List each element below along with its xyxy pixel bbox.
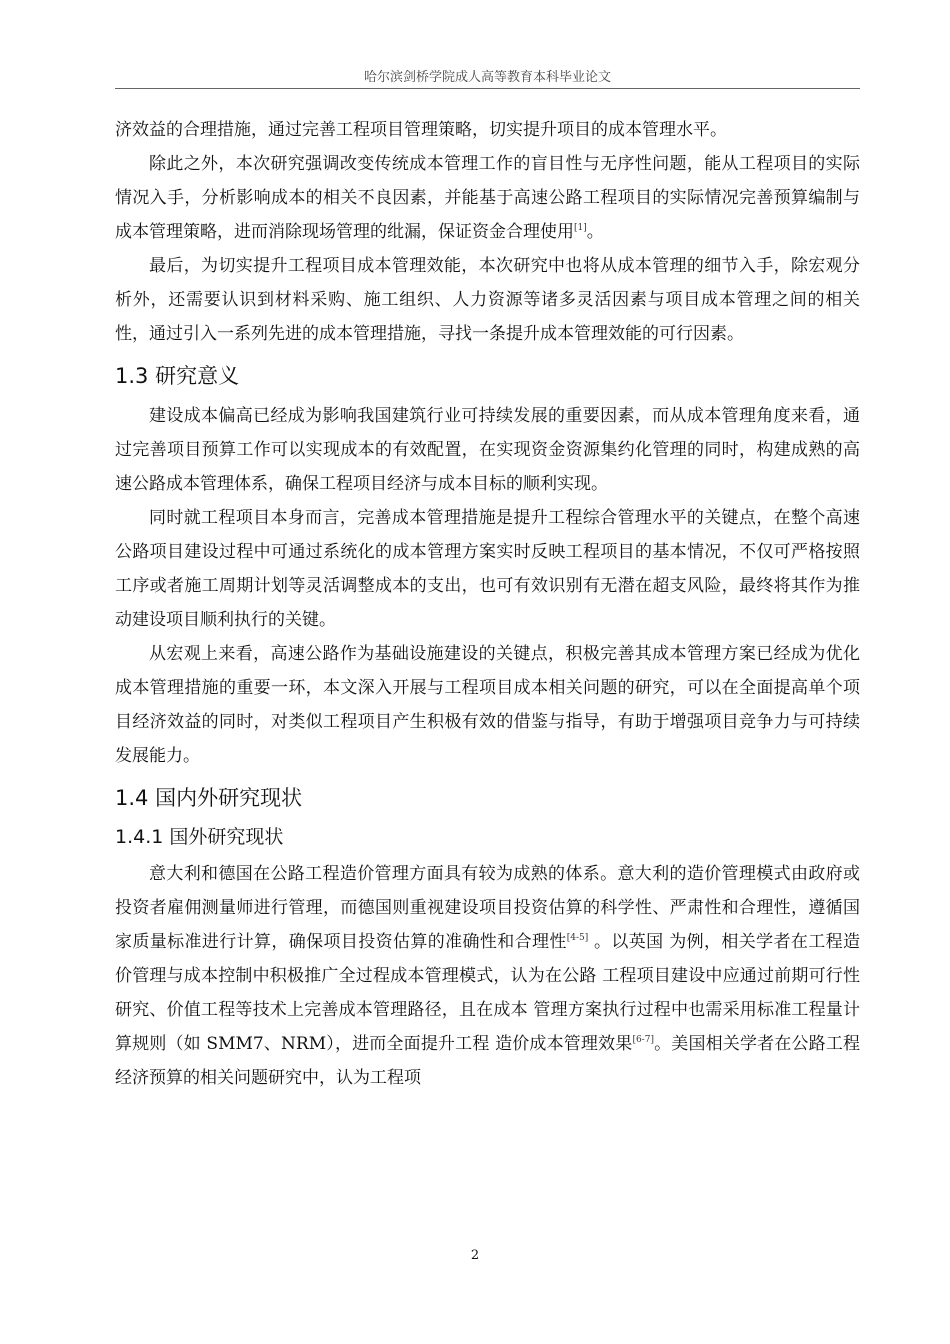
paragraph-text: 除此之外，本次研究强调改变传统成本管理工作的盲目性与无序性问题，能从工程项目的实际情况入手，分析影响成本的相关不良因素，并能基于高速公路工程项目的实际情况完善预算编制与成本管理策略，进而消除现场管理的纰漏，保证资金合理使用 bbox=[115, 154, 860, 242]
page-number: 2 bbox=[470, 1248, 480, 1263]
paragraph-text: 。 bbox=[586, 222, 604, 242]
citation-ref: [4-5] bbox=[566, 933, 589, 943]
paragraph: 建设成本偏高已经成为影响我国建筑行业可持续发展的重要因素，而从成本管理角度来看，通过完善项目预算工作可以实现成本的有效配置，在实现资金资源集约化管理的同时，构建成熟的高速公路成本管理体系，确保工程项目经济与成本目标的顺利实现。 bbox=[115, 406, 860, 494]
citation-ref: [6-7] bbox=[632, 1035, 654, 1045]
section-heading: 1.4 国内外研究现状 bbox=[115, 786, 303, 810]
page-body bbox=[115, 113, 860, 1095]
paragraph-text: 。以英国 为例，相关学者在工程造价管理与成本控制中积极推广全过程成本管理模式，认为在公路 工程项目建设中应通过前期可行性研究、价值工程等技术上完善成本管理路径，且在成本 管理方案执行过程中也需采用标准工程量计算规则（如 SMM7、NRM），进而全面提升工程 造价成本管理效果 bbox=[115, 932, 860, 1054]
running-header: 哈尔滨剑桥学院成人高等教育本科毕业论文 bbox=[363, 70, 611, 85]
section-heading: 1.3 研究意义 bbox=[115, 364, 240, 388]
paragraph bbox=[115, 857, 860, 1095]
paragraph bbox=[115, 147, 860, 249]
header-rule bbox=[115, 88, 860, 89]
citation-ref: [1] bbox=[574, 223, 587, 233]
subsection-heading: 1.4.1 国外研究现状 bbox=[115, 826, 284, 848]
paragraph: 最后，为切实提升工程项目成本管理效能，本次研究中也将从成本管理的细节入手，除宏观分析外，还需要认识到材料采购、施工组织、人力资源等诸多灵活因素与项目成本管理之间的相关性，通过引入一系列先进的成本管理措施，寻找一条提升成本管理效能的可行因素。 bbox=[115, 256, 860, 344]
paragraph-text: 意大利和德国在公路工程造价管理方面具有较为成熟的体系。意大利的造价管理模式由政府或投资者雇佣测量师进行管理，而德国则重视建设项目投资估算的科学性、严肃性和合理性，遵循国家质量标准进行计算，确保项目投资估算的准确性和合理性 bbox=[115, 864, 860, 952]
paragraph-text: 。美国相关学者在公路工程经济预算的相关问题研究中，认为工程项 bbox=[115, 1034, 860, 1088]
paragraph-continuation: 济效益的合理措施，通过完善工程项目管理策略，切实提升项目的成本管理水平。 bbox=[115, 120, 727, 140]
paragraph: 从宏观上来看，高速公路作为基础设施建设的关键点，积极完善其成本管理方案已经成为优化成本管理措施的重要一环，本文深入开展与工程项目成本相关问题的研究，可以在全面提高单个项目经济效益的同时，对类似工程项目产生积极有效的借鉴与指导，有助于增强项目竞争力与可持续发展能力。 bbox=[115, 644, 860, 766]
paragraph: 同时就工程项目本身而言，完善成本管理措施是提升工程综合管理水平的关键点，在整个高速公路项目建设过程中可通过系统化的成本管理方案实时反映工程项目的基本情况，不仅可严格按照工序或者施工周期计划等灵活调整成本的支出，也可有效识别有无潜在超支风险，最终将其作为推动建设项目顺利执行的关键。 bbox=[115, 508, 860, 630]
